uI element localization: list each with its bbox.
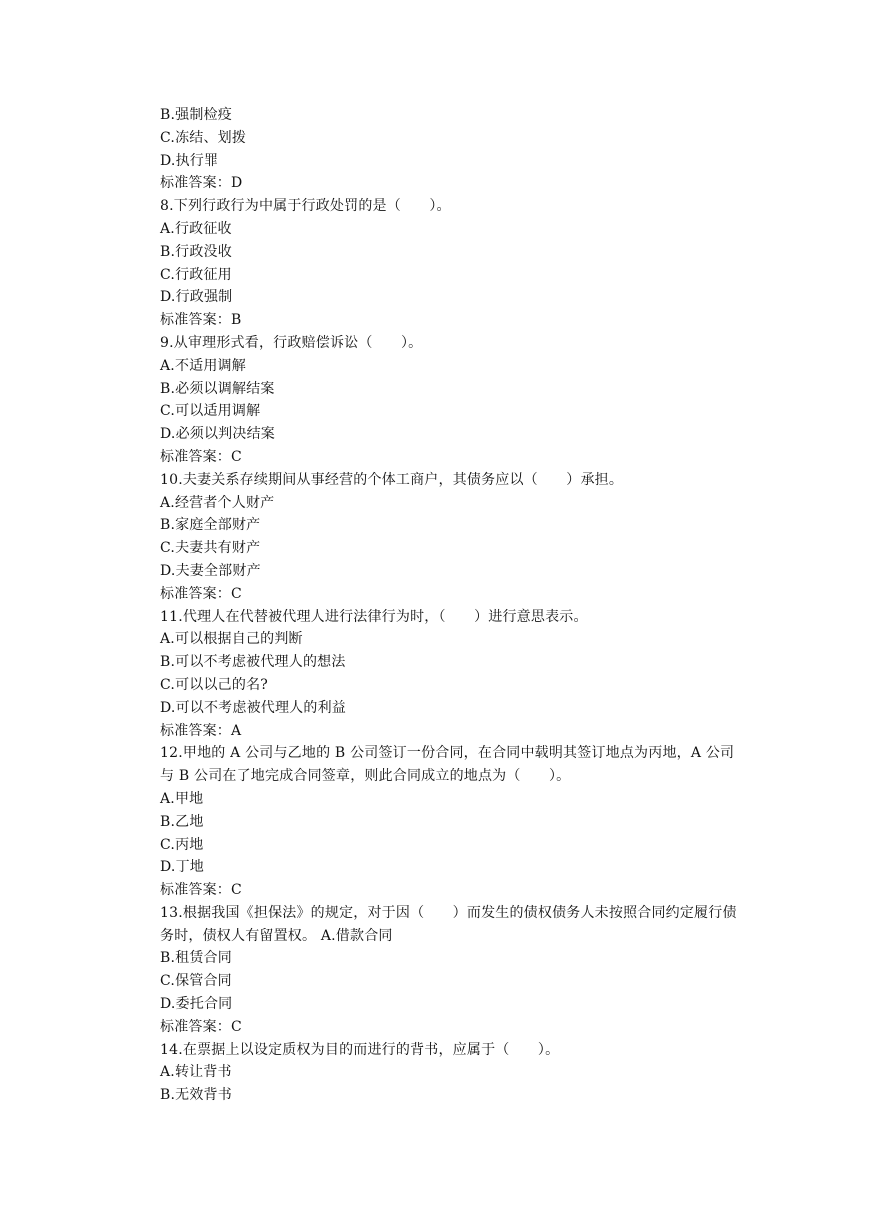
option-line: B.乙地 [160, 813, 204, 830]
option-line: A.甲地 [160, 790, 204, 807]
option-line: B.行政没收 [160, 243, 232, 260]
question-12: 12.甲地的 A 公司与乙地的 B 公司签订一份合同，在合同中载明其签订地点为丙地，A 公司与 B 公司在了地完成合同签章，则此合同成立的地点为（ ）。 [160, 745, 735, 785]
option-line: C.夫妻共有财产 [160, 540, 261, 557]
answer-line: 标准答案：C [160, 1018, 242, 1035]
option-line: C.冻结、划拨 [160, 129, 247, 146]
option-line: B.可以不考虑被代理人的想法 [160, 654, 346, 671]
question-8: 8.下列行政行为中属于行政处罚的是（ ）。 [160, 198, 451, 215]
option-line: D.丁地 [160, 859, 204, 876]
option-line: D.执行罪 [160, 152, 219, 169]
option-line: C.丙地 [160, 836, 204, 853]
document-body [130, 104, 742, 1107]
answer-line: 标准答案：D [160, 175, 243, 192]
option-line: B.必须以调解结案 [160, 380, 275, 397]
option-line: C.保管合同 [160, 973, 232, 990]
option-line: B.强制检疫 [160, 107, 232, 123]
question-11: 11.代理人在代替被代理人进行法律行为时，（ ）进行意思表示。 [160, 608, 588, 625]
option-line: D.委托合同 [160, 996, 233, 1013]
option-line: B.无效背书 [160, 1087, 232, 1104]
answer-line: 标准答案：A [160, 722, 242, 739]
option-line: B.家庭全部财产 [160, 517, 261, 534]
option-line: D.夫妻全部财产 [160, 562, 261, 579]
option-line: D.行政强制 [160, 289, 233, 306]
option-line: A.经营者个人财产 [160, 494, 275, 511]
answer-line: 标准答案：C [160, 448, 242, 465]
question-10: 10.夫妻关系存续期间从事经营的个体工商户，其债务应以（ ）承担。 [160, 471, 624, 488]
option-line: B.租赁合同 [160, 950, 232, 967]
question-9: 9.从审理形式看，行政赔偿诉讼（ ）。 [160, 334, 423, 351]
option-line: A.行政征收 [160, 220, 232, 237]
option-line: D.可以不考虑被代理人的利益 [160, 699, 346, 716]
option-line: C.可以适用调解 [160, 403, 261, 420]
question-14: 14.在票据上以设定质权为目的而进行的背书，应属于（ ）。 [160, 1041, 560, 1058]
option-line: A.可以根据自己的判断 [160, 631, 303, 648]
option-line: C.可以以己的名? [160, 676, 268, 693]
answer-line: 标准答案：C [160, 585, 242, 602]
option-line: C.行政征用 [160, 266, 232, 283]
option-line: D.必须以判决结案 [160, 426, 275, 443]
answer-line: 标准答案：B [160, 312, 242, 329]
option-line: A.不适用调解 [160, 357, 246, 374]
question-13: 13.根据我国《担保法》的规定，对于因（ ）而发生的债权债务人未按照合同约定履行债务时，债权人有留置权。 A.借款合同 [160, 904, 737, 944]
option-line: A.转让背书 [160, 1064, 232, 1081]
answer-line: 标准答案：C [160, 882, 242, 899]
